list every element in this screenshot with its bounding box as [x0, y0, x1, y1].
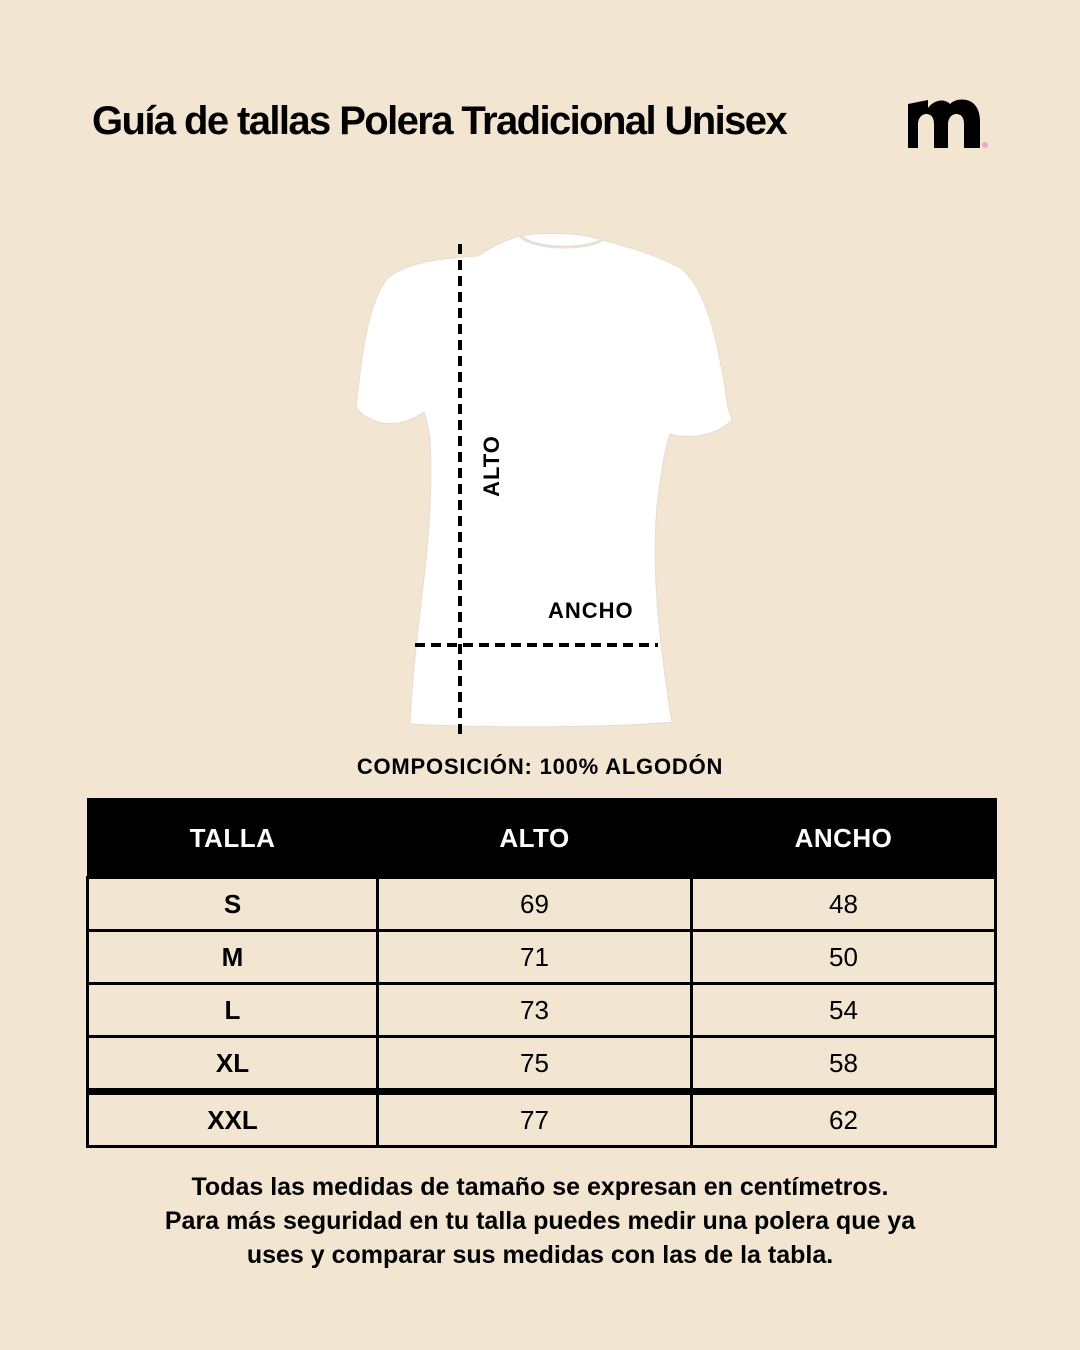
table-row [88, 931, 996, 984]
talla-cell: XXL [88, 1092, 378, 1147]
ancho-cell: 50 [692, 931, 996, 984]
size-table [86, 798, 997, 1148]
alto-cell: 77 [378, 1092, 692, 1147]
ancho-cell: 62 [692, 1092, 996, 1147]
talla-cell: M [88, 931, 378, 984]
page-title: Guía de tallas Polera Tradicional Unisex [92, 99, 787, 143]
header-alto: ALTO [378, 799, 692, 878]
table-row [88, 1037, 996, 1092]
table-row [88, 878, 996, 931]
alto-cell: 71 [378, 931, 692, 984]
footer-line: Para más seguridad en tu talla puedes medir una polera que ya [164, 1207, 916, 1235]
talla-cell: S [88, 878, 378, 931]
alto-cell: 75 [378, 1037, 692, 1092]
alto-cell: 73 [378, 984, 692, 1037]
header-ancho: ANCHO [692, 799, 996, 878]
header-talla: TALLA [88, 799, 378, 878]
composition-text: COMPOSICIÓN: 100% ALGODÓN [356, 754, 724, 779]
table-header-row [88, 799, 996, 878]
m-logo-icon [906, 94, 992, 152]
table-row [88, 984, 996, 1037]
ancho-measure-label: ANCHO [548, 598, 634, 623]
talla-cell: XL [88, 1037, 378, 1092]
alto-cell: 69 [378, 878, 692, 931]
ancho-cell: 48 [692, 878, 996, 931]
footer-note [0, 1170, 1080, 1272]
footer-line: uses y comparar sus medidas con las de la tabla. [246, 1241, 834, 1269]
ancho-cell: 58 [692, 1037, 996, 1092]
talla-cell: L [88, 984, 378, 1037]
table-row [88, 1092, 996, 1147]
ancho-cell: 54 [692, 984, 996, 1037]
tshirt-icon [340, 228, 740, 740]
footer-line: Todas las medidas de tamaño se expresan en centímetros. [191, 1173, 889, 1201]
alto-measure-label: ALTO [479, 435, 504, 497]
